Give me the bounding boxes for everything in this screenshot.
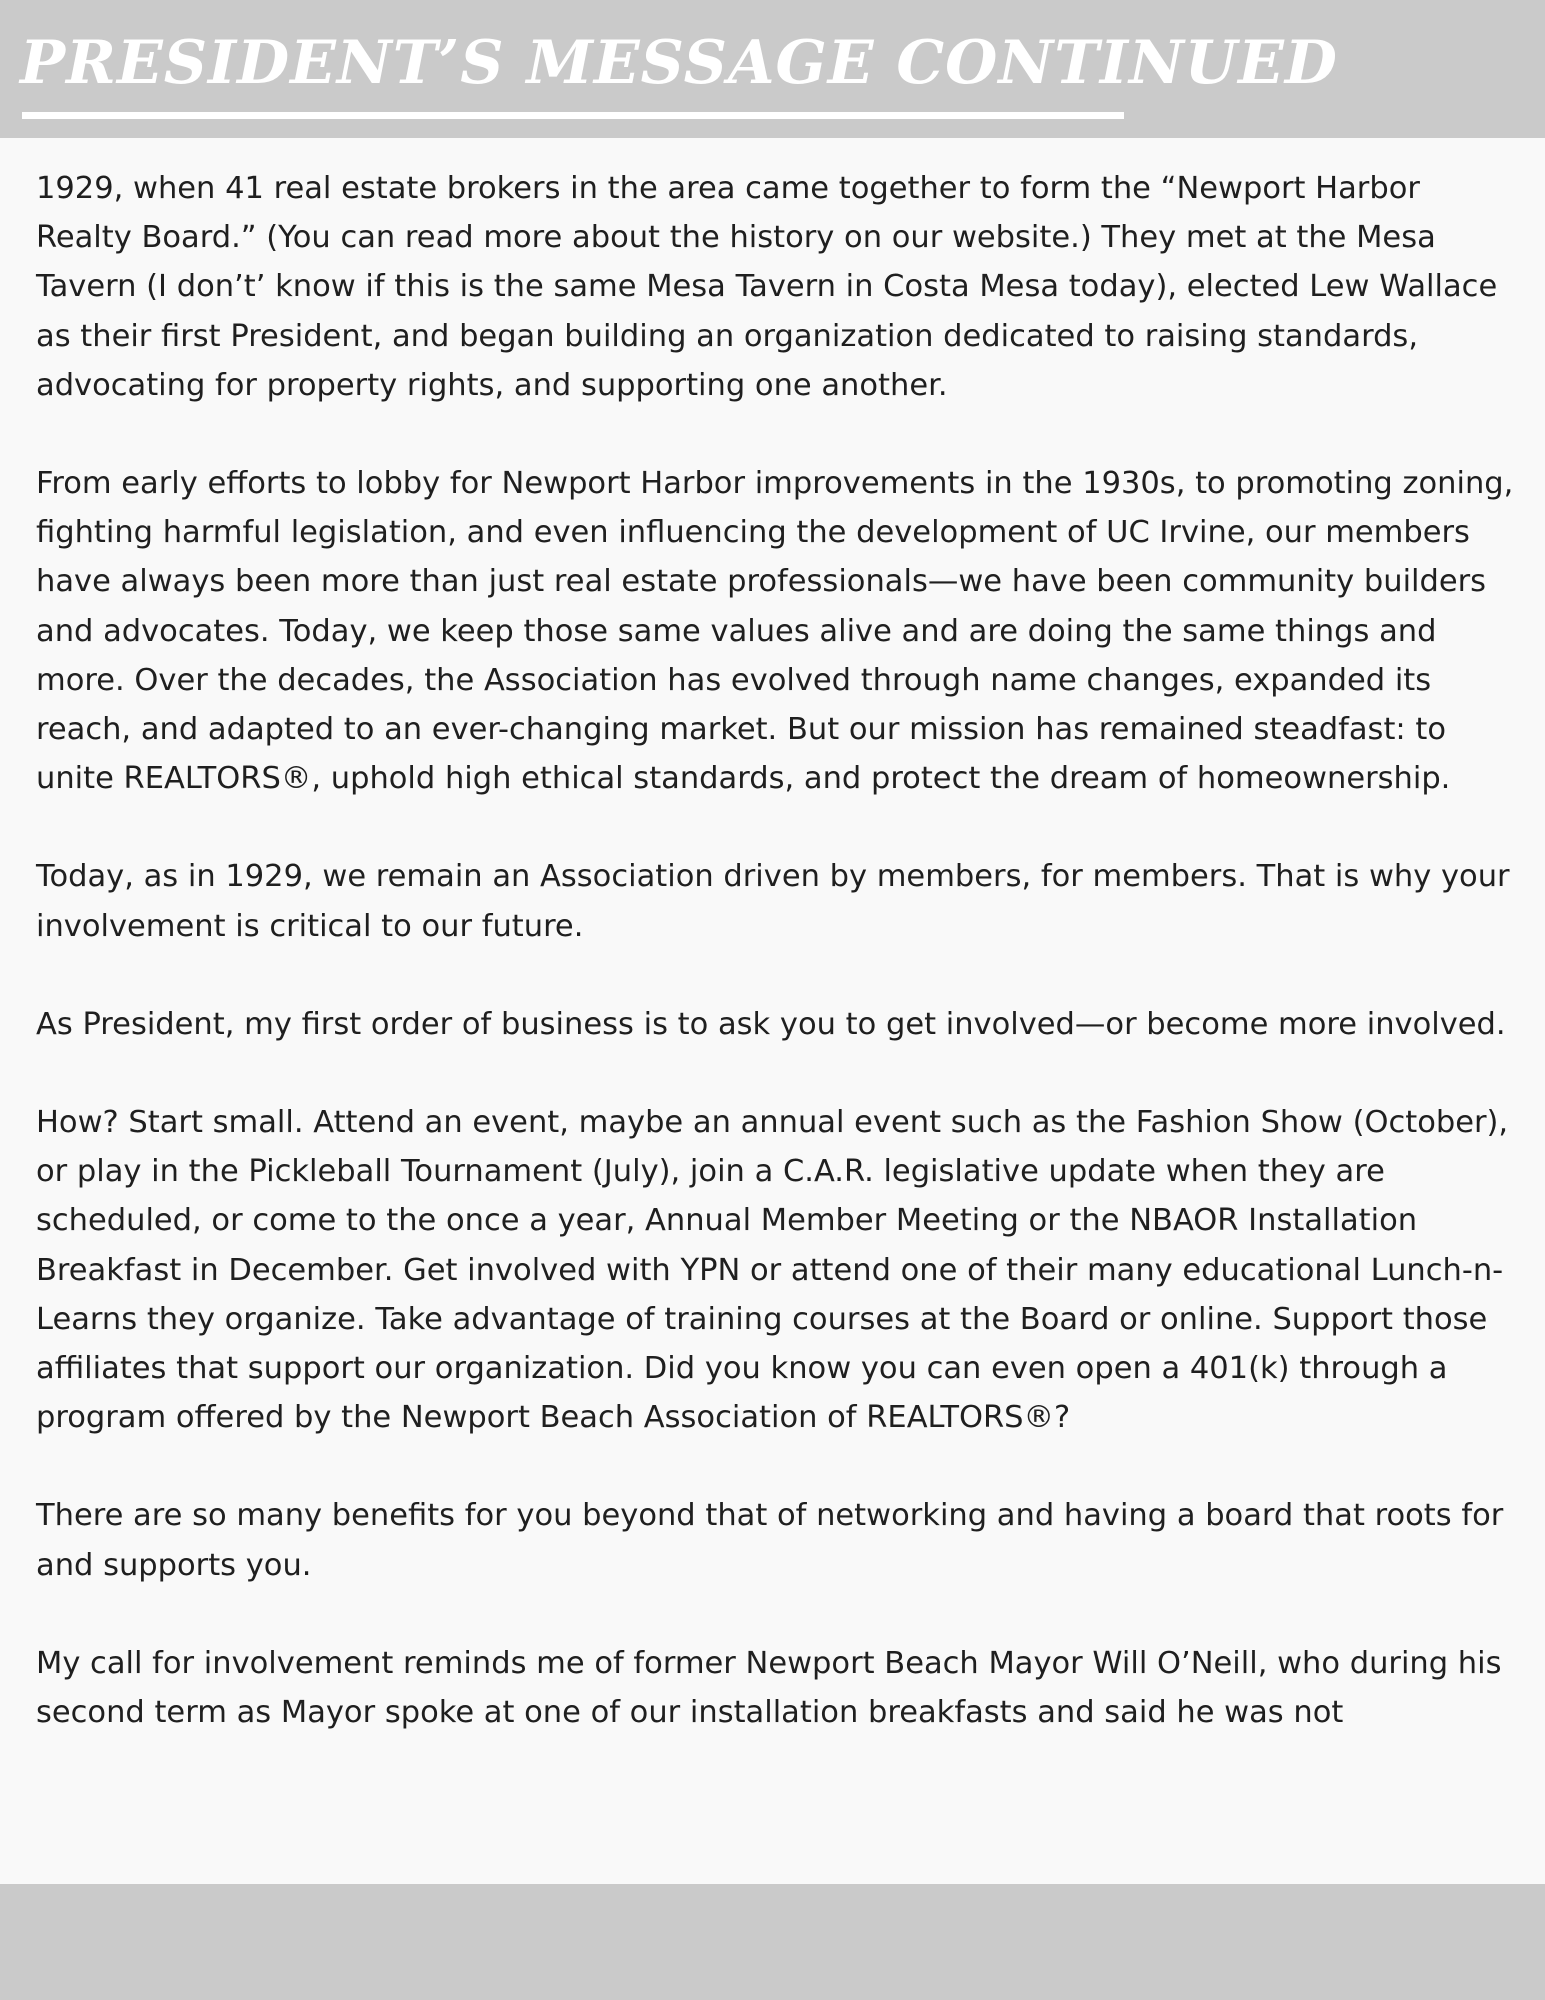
paragraph-mayor-story: My call for involvement reminds me of former Newport Beach Mayor Will O’Neill, who during his second term as Mayor spoke at one of our installation breakfasts and said he was not — [36, 1645, 1502, 1731]
paragraph-benefits: There are so many benefits for you beyond that of networking and having a board that roots for and supports you. — [36, 1498, 1504, 1583]
paragraph-members: Today, as in 1929, we remain an Association driven by members, for members. That is why your involvement is critical to our future. — [36, 859, 1510, 944]
article-body — [36, 164, 1520, 1786]
paragraph-advocacy: From early efforts to lobby for Newport Harbor improvements in the 1930s, to promoting zoning, fighting harmful legislation, and even influencing the development of UC Irvine, our members have always been more than just real estate professionals—we have been community builders and advocates. Today, we keep those same values alive and are doing the same things and more. Over the decades, the Association has evolved through name changes, expanded its reach, and adapted to an ever-changing market. But our mission has remained steadfast: to unite REALTORS®, uphold high ethical standards, and protect the dream of homeownership. — [36, 466, 1514, 797]
title-underline — [22, 112, 1124, 119]
paragraph-call-to-action: As President, my first order of business is to ask you to get involved—or become more involved. — [36, 1006, 1506, 1042]
page-title: PRESIDENT’S MESSAGE CONTINUED — [20, 28, 1338, 98]
paragraph-history: 1929, when 41 real estate brokers in the area came together to form the “Newport Harbor Realty Board.” (You can read more about the history on our website.) They met at the Mesa Tavern (I don’t’ know if this is the same Mesa Tavern in Costa Mesa today), elected Lew Wallace as their first President, and began building an organization dedicated to raising standards, advocating for property rights, and supporting one another. — [36, 171, 1498, 403]
paragraph-how-to-involve: How? Start small. Attend an event, maybe an annual event such as the Fashion Show (October), or play in the Pickleball Tournament (July), join a C.A.R. legislative update when they are scheduled, or come to the once a year, Annual Member Meeting or the NBAOR Installation Breakfast in December. Get involved with YPN or attend one of their many educational Lunch-n-Learns they organize. Take advantage of training courses at the Board or online. Support those affiliates that support our organization. Did you know you can even open a 401(k) through a program offered by the Newport Beach Association of REALTORS®? — [36, 1105, 1509, 1436]
footer-band — [0, 1884, 1545, 2000]
header-band — [0, 0, 1545, 138]
